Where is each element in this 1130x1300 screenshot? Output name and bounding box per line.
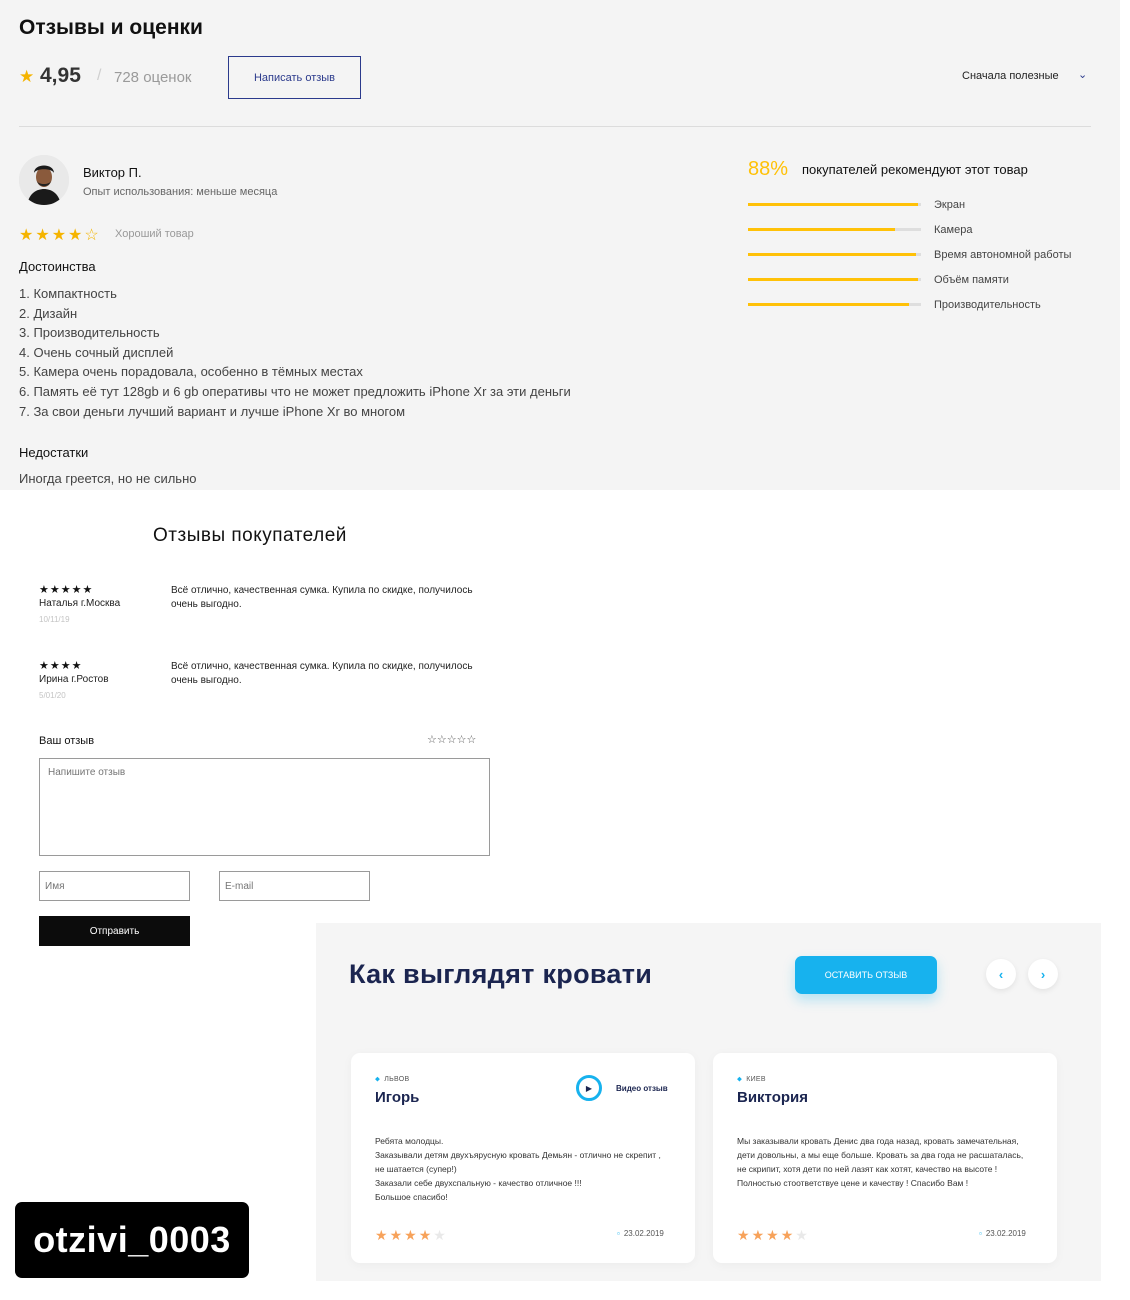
review-city: [375, 1076, 409, 1084]
video-review-link[interactable]: [576, 1075, 668, 1101]
criteria-bars: [748, 199, 1108, 324]
star-icon: ★: [404, 1227, 419, 1243]
review-stars: ★★★★: [39, 660, 83, 672]
list-item: 1. Компактность: [19, 286, 117, 301]
star-icon: ★: [418, 1227, 434, 1243]
review-verdict: Хороший товар: [115, 228, 194, 240]
email-field[interactable]: [219, 871, 370, 901]
review-line: Заказывали детям двухъярусную кровать Демьян - отлично не скрепит , не шатается (супер!): [375, 1150, 661, 1175]
rating-separator: /: [97, 67, 102, 84]
average-rating: 4,95: [40, 64, 81, 87]
recommend-text: покупателей рекомендуют этот товар: [802, 162, 1028, 177]
leave-review-button[interactable]: ОСТАВИТЬ ОТЗЫВ: [795, 956, 937, 994]
criteria-row: [748, 199, 1108, 224]
star-icon: ★: [433, 1227, 448, 1243]
ratings-reviews-section: [0, 0, 1120, 490]
reviewer-name: Наталья г.Москва: [39, 598, 121, 609]
review-line: Заказали себе двухспальную - качество отличное !!!: [375, 1178, 582, 1189]
review-line: Мы заказывали кровать Денис два года назад, кровать замечательная, дети довольны, а мы еще больше. Кровать за два года не расшаталась, не скрипит, хотя дети по ней лазят как хотят, качество на высоте ! Полностью стоответствуе цене и качеству ! Спасибо Вам !: [737, 1136, 1024, 1189]
star-icon: ★: [375, 1227, 390, 1243]
pros-list: [19, 284, 571, 421]
review-textarea[interactable]: [39, 758, 490, 856]
bar-track: [748, 303, 921, 306]
bar-fill: [748, 203, 918, 206]
star-icon: ★: [389, 1227, 405, 1243]
list-item: [39, 659, 473, 700]
review-stars: [375, 1227, 448, 1244]
review-stars: ★★★★★: [39, 584, 94, 596]
criteria-row: [748, 249, 1108, 274]
bar-track: [748, 228, 921, 231]
review-author: Виктор П.: [83, 165, 142, 180]
bar-track: [748, 278, 921, 281]
city-label: КИЕВ: [746, 1076, 766, 1083]
star-icon: ★: [751, 1227, 767, 1243]
list-item: 2. Дизайн: [19, 305, 78, 321]
section-title: Отзывы покупателей: [153, 525, 347, 546]
review-date: [617, 1229, 664, 1238]
review-text: Всё отлично, качественная сумка. Купила по скидке, получилось очень выгодно.: [171, 585, 473, 610]
review-card: [351, 1053, 695, 1263]
submit-button[interactable]: Отправить: [39, 916, 190, 946]
reviewer-name: Игорь: [375, 1089, 420, 1106]
name-field[interactable]: [39, 871, 190, 901]
criteria-row: [748, 299, 1108, 324]
calendar-icon: ▫: [617, 1229, 620, 1238]
review-date: 10/11/19: [39, 615, 70, 624]
divider: [19, 126, 1091, 127]
review-date: 5/01/20: [39, 691, 66, 700]
chevron-right-icon[interactable]: ›: [1028, 959, 1058, 989]
date-label: 23.02.2019: [623, 1229, 664, 1238]
rating-input[interactable]: ☆☆☆☆☆: [427, 734, 477, 746]
criteria-label: Камера: [934, 224, 973, 236]
star-icon: ★: [795, 1227, 810, 1243]
star-icon: ★: [766, 1227, 781, 1243]
criteria-label: Время автономной работы: [934, 249, 1072, 261]
bar-fill: [748, 253, 916, 256]
review-text: [737, 1134, 1033, 1190]
review-card: [713, 1053, 1057, 1263]
ratings-count: 728 оценок: [114, 69, 192, 86]
reviewer-name: Виктория: [737, 1089, 809, 1106]
criteria-label: Производительность: [934, 299, 1041, 311]
your-review-label: Ваш отзыв: [39, 735, 95, 747]
criteria-row: [748, 224, 1108, 249]
list-item: 3. Производительность: [19, 325, 160, 341]
criteria-row: [748, 274, 1108, 299]
watermark-label: otzivi_0003: [15, 1202, 249, 1278]
beds-reviews-section: [316, 923, 1101, 1281]
review-line: Большое спасибо!: [375, 1192, 448, 1203]
bar-track: [748, 253, 921, 256]
star-icon: ★: [19, 67, 35, 86]
reviewer-name: Ирина г.Ростов: [39, 674, 109, 685]
usage-experience: Опыт использования: меньше месяца: [83, 186, 278, 198]
location-pin-icon: ⬥: [375, 1076, 381, 1083]
cons-text: Иногда греется, но не сильно: [19, 471, 197, 486]
chevron-down-icon[interactable]: ⌄: [1078, 69, 1088, 81]
bar-track: [748, 203, 921, 206]
avatar-person-icon: [19, 155, 69, 205]
review-stars: [737, 1227, 810, 1244]
star-outline-icon: ☆: [84, 227, 101, 244]
star-icon: ★: [19, 227, 36, 244]
bar-fill: [748, 228, 895, 231]
sort-dropdown[interactable]: Сначала полезные: [962, 70, 1059, 82]
criteria-label: Объём памяти: [934, 274, 1009, 286]
review-line: Ребята молодцы.: [375, 1136, 444, 1146]
section-title: Как выглядят кровати: [349, 959, 653, 989]
section-title: Отзывы и оценки: [19, 16, 203, 39]
pros-heading: Достоинства: [19, 259, 96, 274]
star-icon: ★: [68, 227, 85, 244]
write-review-button[interactable]: Написать отзыв: [228, 56, 361, 99]
list-item: 7. За свои деньги лучший вариант и лучше iPhone Xr во многом: [19, 403, 406, 419]
list-item: 5. Камера очень порадовала, особенно в тёмных местах: [19, 364, 363, 380]
location-pin-icon: ⬥: [737, 1076, 743, 1083]
review-text: Всё отлично, качественная сумка. Купила по скидке, получилось очень выгодно.: [171, 661, 473, 686]
star-icon: ★: [51, 227, 69, 244]
bar-fill: [748, 303, 909, 306]
criteria-label: Экран: [934, 199, 966, 211]
date-label: 23.02.2019: [985, 1229, 1026, 1238]
calendar-icon: ▫: [979, 1229, 982, 1238]
chevron-left-icon[interactable]: ‹: [986, 959, 1016, 989]
review-date: [979, 1229, 1026, 1238]
review-stars: [19, 225, 101, 245]
customer-reviews-section: [0, 490, 520, 960]
recommend-percent: 88%: [748, 158, 789, 180]
star-icon: ★: [737, 1227, 752, 1243]
video-label[interactable]: Видео отзыв: [616, 1083, 668, 1093]
bar-fill: [748, 278, 918, 281]
city-label: ЛЬВОВ: [384, 1076, 410, 1083]
review-text: [375, 1134, 671, 1204]
list-item: 4. Очень сочный дисплей: [19, 344, 174, 360]
avatar: [19, 155, 69, 205]
cons-heading: Недостатки: [19, 445, 89, 460]
list-item: 6. Память её тут 128gb и 6 gb оперативы что не может предложить iPhone Xr за эти деньги: [19, 383, 571, 399]
star-icon: ★: [780, 1227, 796, 1243]
list-item: [39, 583, 473, 624]
star-icon: ★: [35, 227, 52, 244]
play-icon[interactable]: ▶: [576, 1075, 602, 1101]
review-city: [737, 1076, 766, 1084]
